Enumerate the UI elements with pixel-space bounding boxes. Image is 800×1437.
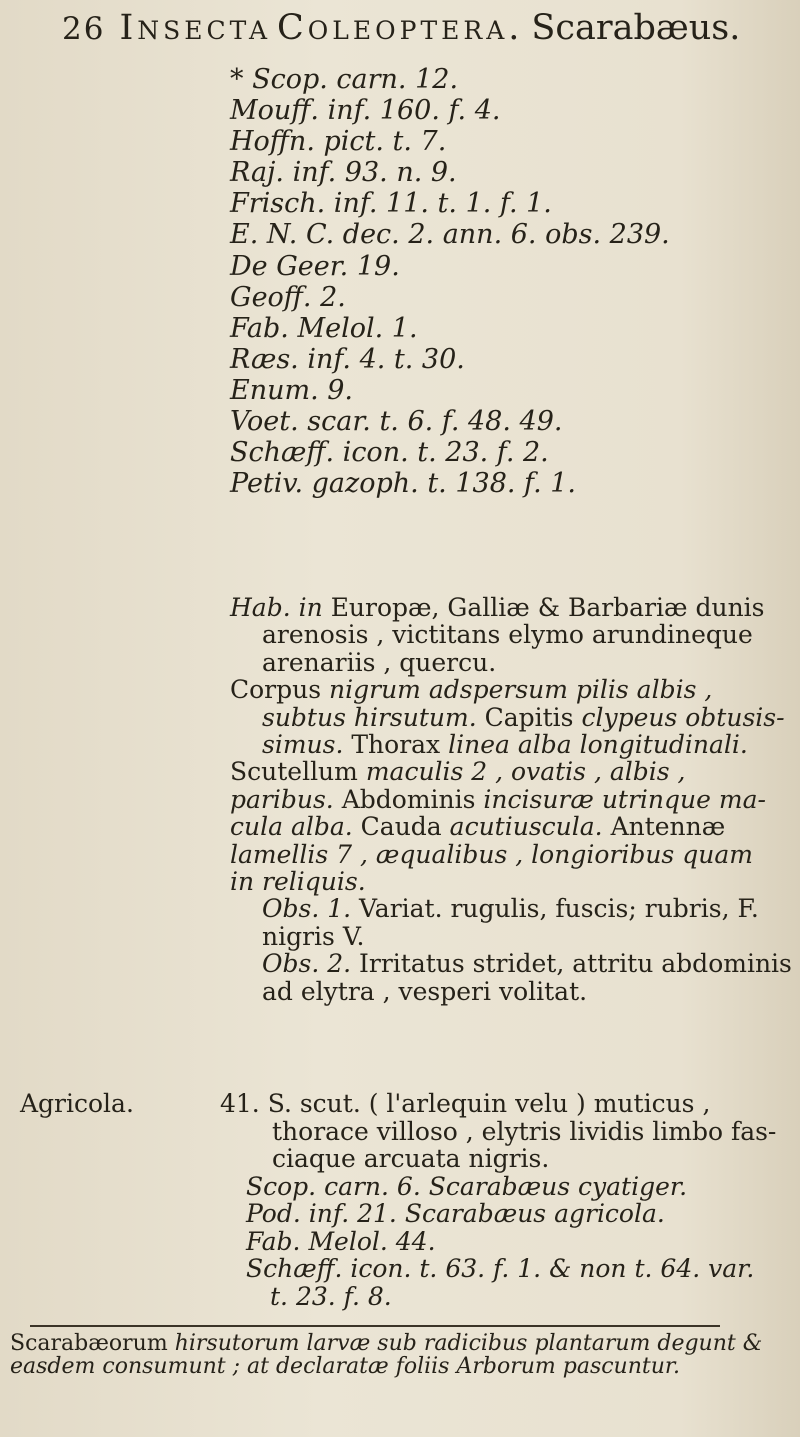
species-entry-agricola [20, 1090, 790, 1310]
obs-text: Irritatus stridet, attritu abdominis [359, 949, 792, 979]
corpus-label: Corpus [230, 675, 322, 705]
running-header [62, 8, 767, 64]
obs-label: Obs. 2. [262, 949, 352, 979]
header-title-insecta: Insecta [119, 8, 272, 48]
corpus-text: lamellis 7 , æqualibus , longioribus quam [230, 839, 753, 869]
corpus-text: maculis 2 , ovatis , albis , [365, 757, 686, 787]
reference-line: Fab. Melol. 1. [230, 312, 418, 344]
hab-line: arenosis , victitans elymo arundineque [262, 620, 753, 650]
hab-in: in [298, 593, 323, 622]
hab-label: Hab. [230, 593, 291, 622]
reference-line: Schæff. icon. t. 23. f. 2. [230, 437, 549, 469]
species-diagnosis: ciaque arcuata nigris. [272, 1144, 550, 1173]
reference-line: Schæff. icon. t. 63. f. 1. & non t. 64. var. [246, 1254, 755, 1283]
corpus-label: Thorax [351, 730, 441, 760]
reference-line: Voet. scar. t. 6. f. 48. 49. [230, 406, 563, 438]
observation-1 [230, 895, 790, 950]
obs-label: Obs. 1. [262, 894, 352, 924]
corpus-label: Cauda [360, 812, 442, 842]
header-title-coleoptera: Coleoptera. [277, 8, 524, 48]
footnote-text: hirsutorum larvæ sub radicibus plantarum degunt & [174, 1331, 763, 1356]
corpus-text: paribus. [230, 784, 334, 814]
habitat-paragraph [230, 594, 790, 676]
obs-text: ad elytra , vesperi volitat. [262, 976, 588, 1006]
corpus-paragraph [230, 676, 790, 895]
reference-line: Fab. Melol. 44. [246, 1226, 436, 1256]
footnote-text: Scarabæorum [10, 1331, 168, 1356]
reference-line: E. N. C. dec. 2. ann. 6. obs. 239. [230, 219, 670, 251]
reference-line: Raj. inf. 93. n. 9. [230, 157, 457, 189]
reference-line: * Scop. carn. 12. [230, 64, 459, 95]
reference-line: Pod. inf. 21. Scarabæus agricola. [246, 1199, 665, 1228]
corpus-label: Scutellum [230, 757, 358, 787]
species-description [230, 594, 790, 1005]
corpus-text: acutiusculа. [449, 812, 603, 842]
hab-text: Europæ, Galliæ & Barbariæ dunis [330, 593, 765, 622]
reference-line: Ræs. inf. 4. t. 30. [230, 343, 465, 375]
reference-line: Geoff. 2. [230, 281, 346, 313]
reference-line: De Geer. 19. [230, 250, 400, 282]
corpus-text: clypeus obtusis- [581, 702, 785, 732]
obs-text: nigris V. [262, 921, 365, 951]
corpus-text: in reliquis. [230, 867, 366, 897]
page-number: 26 [62, 11, 106, 47]
corpus-text: nigrum adspersum pilis albis , [329, 675, 713, 705]
obs-text: Variat. rugulis, fuscis; rubris, F. [359, 894, 759, 924]
species-diagnosis: thorace villoso , elytris lividis limbo fas- [272, 1116, 777, 1146]
header-title-genus: Scarabæus. [531, 8, 741, 48]
species-margin-name: Agricola. [20, 1089, 134, 1118]
corpus-text: cula alba. [230, 812, 353, 842]
reference-line: Petiv. gazoph. t. 138. f. 1. [230, 468, 577, 500]
footnote-text: easdem consumunt ; at declaratæ foliis Arborum pascuntur. [10, 1354, 680, 1379]
corpus-label: Abdominis [341, 784, 476, 814]
observation-2 [230, 950, 790, 1005]
species-diagnosis: 41. S. scut. ( l'arlequin velu ) muticus , [220, 1089, 711, 1118]
reference-line: Mouff. inf. 160. f. 4. [230, 95, 501, 127]
synonymy-references [230, 64, 790, 499]
reference-line: t. 23. f. 8. [270, 1281, 392, 1311]
corpus-text: subtus hirsutum. [262, 702, 477, 732]
corpus-text: linea alba longitudinali. [448, 730, 748, 760]
reference-line: Scop. carn. 6. Scarabæus cyatiger. [246, 1171, 688, 1201]
footnote-divider [30, 1325, 720, 1327]
reference-line: Hoffn. pict. t. 7. [230, 126, 447, 158]
footnote [10, 1332, 790, 1378]
corpus-text: incisuræ utrinque ma- [483, 784, 766, 814]
corpus-text: simus. [262, 730, 344, 760]
reference-line: Enum. 9. [230, 374, 354, 406]
hab-line: arenariis , quercu. [262, 647, 497, 677]
corpus-label: Antennæ [610, 812, 726, 842]
reference-line: Frisch. inf. 11. t. 1. f. 1. [230, 188, 552, 220]
corpus-label: Capitis [484, 702, 574, 732]
